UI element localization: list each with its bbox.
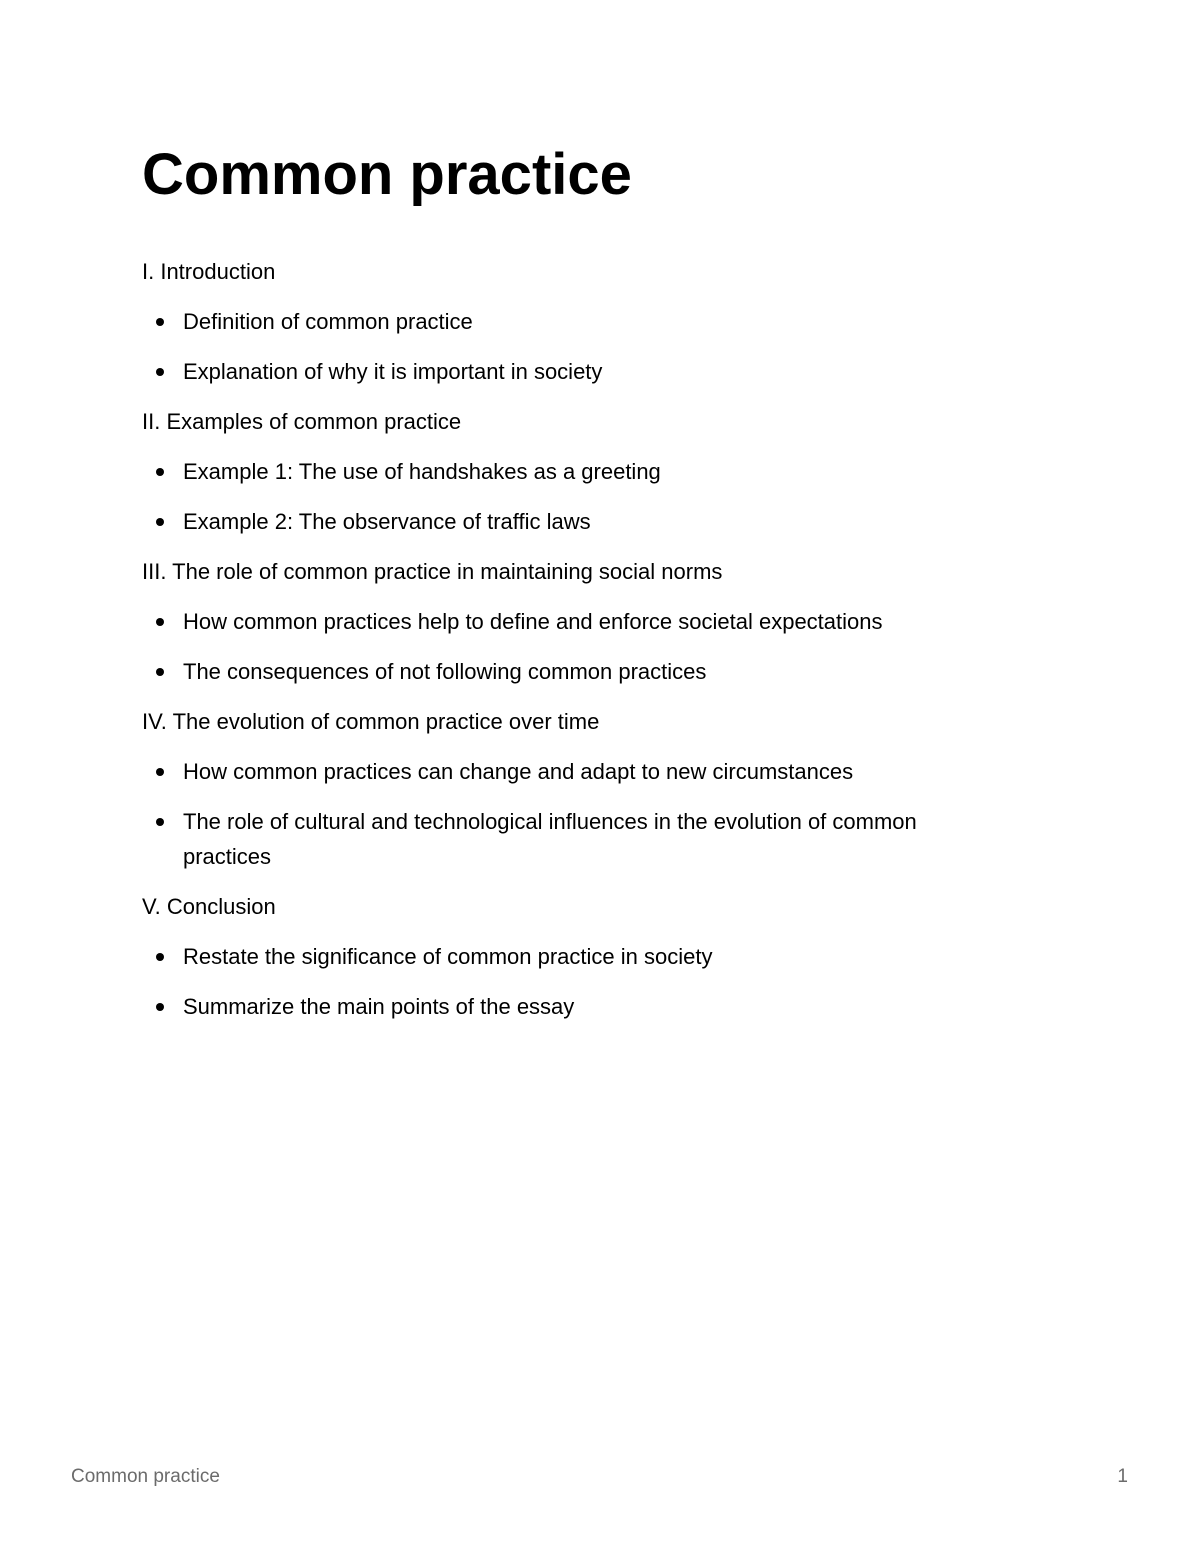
- page-title: Common practice: [142, 142, 632, 207]
- list-item-text: How common practices help to define and enforce societal expectations: [183, 609, 883, 634]
- list-item-text: The role of cultural and technological influences in the evolution of common practices: [183, 809, 917, 869]
- list-item: [142, 989, 1002, 1024]
- list-item-text: Summarize the main points of the essay: [183, 994, 575, 1019]
- bullet-list: [142, 939, 1002, 1024]
- outline-section-social-norms: [142, 554, 1002, 689]
- bullet-icon: [156, 818, 164, 826]
- bullet-icon: [156, 1003, 164, 1011]
- bullet-list: [142, 454, 1002, 539]
- list-item: [142, 504, 1002, 539]
- list-item: [142, 604, 1002, 639]
- outline-section-evolution: [142, 704, 1002, 874]
- list-item-text: How common practices can change and adapt to new circumstances: [183, 759, 854, 784]
- footer-document-title: Common practice: [71, 1466, 220, 1487]
- bullet-icon: [156, 318, 164, 326]
- bullet-icon: [156, 518, 164, 526]
- list-item: [142, 454, 1002, 489]
- bullet-icon: [156, 953, 164, 961]
- section-heading: III. The role of common practice in maintaining social norms: [142, 559, 723, 584]
- bullet-icon: [156, 768, 164, 776]
- list-item: [142, 754, 1002, 789]
- list-item: [142, 654, 1002, 689]
- bullet-list: [142, 604, 1002, 689]
- list-item: [142, 804, 1002, 874]
- outline-section-conclusion: [142, 889, 1002, 1024]
- bullet-list: [142, 304, 1002, 389]
- list-item-text: Explanation of why it is important in society: [183, 359, 603, 384]
- list-item: [142, 354, 1002, 389]
- bullet-list: [142, 754, 1002, 874]
- list-item-text: Example 1: The use of handshakes as a greeting: [183, 459, 661, 484]
- essay-outline: [142, 254, 1002, 1039]
- footer-page-number: 1: [1117, 1466, 1128, 1487]
- bullet-icon: [156, 668, 164, 676]
- outline-section-introduction: [142, 254, 1002, 389]
- list-item-text: Definition of common practice: [183, 309, 473, 334]
- outline-section-examples: [142, 404, 1002, 539]
- section-heading: V. Conclusion: [142, 894, 276, 919]
- section-heading: II. Examples of common practice: [142, 409, 462, 434]
- list-item-text: The consequences of not following common practices: [183, 659, 707, 684]
- list-item-text: Restate the significance of common practice in society: [183, 944, 713, 969]
- bullet-icon: [156, 368, 164, 376]
- list-item: [142, 939, 1002, 974]
- list-item-text: Example 2: The observance of traffic laws: [183, 509, 591, 534]
- section-heading: IV. The evolution of common practice over time: [142, 709, 600, 734]
- bullet-icon: [156, 468, 164, 476]
- list-item: [142, 304, 1002, 339]
- section-heading: I. Introduction: [142, 259, 276, 284]
- bullet-icon: [156, 618, 164, 626]
